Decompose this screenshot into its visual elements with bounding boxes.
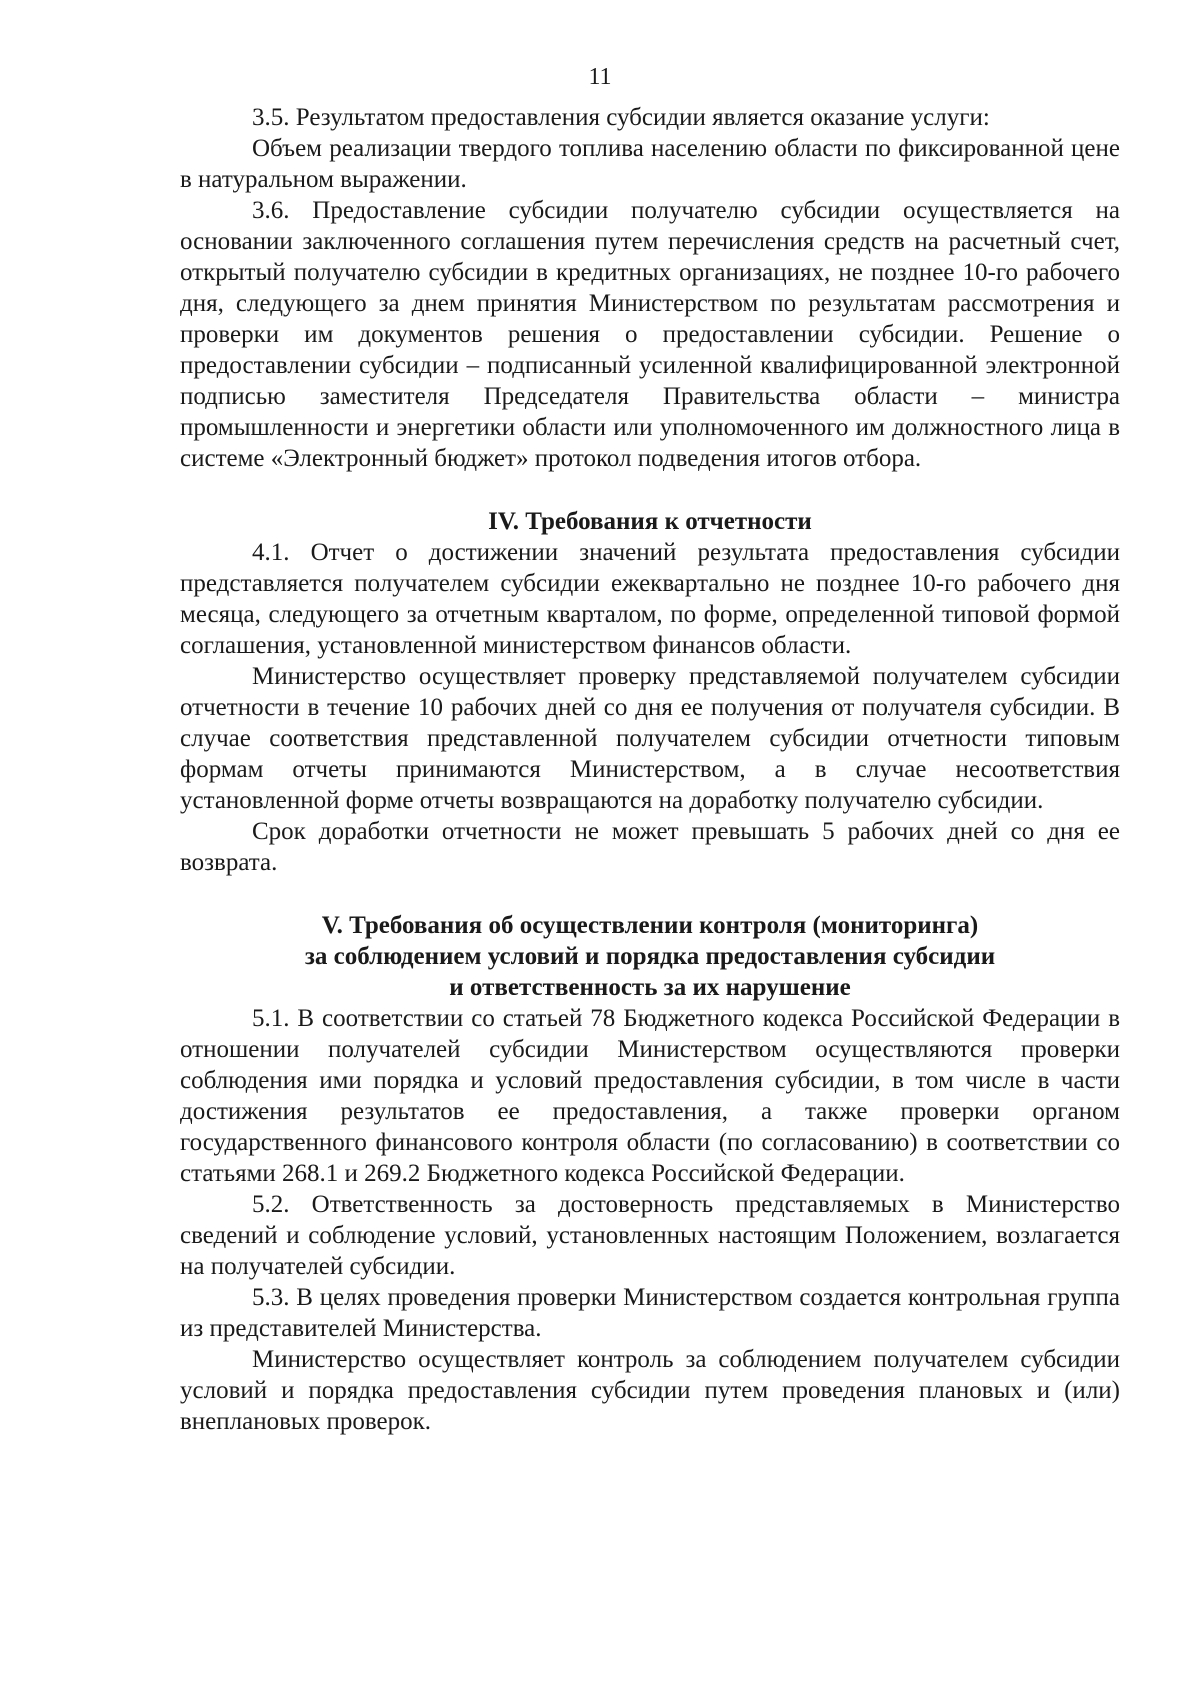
paragraph-3-5: 3.5. Результатом предоставления субсидии является оказание услуги: — [252, 104, 990, 131]
paragraph-5-1: 5.1. В соответствии со статьей 78 Бюджетного кодекса Российской Федерации в отношении получателей субсидии Министерством осуществляются проверки соблюдения ими порядка и условий предоставления субсидии, в том числе в части достижения результатов ее предоставления, а также проверки органом государственного финансового контроля области (по согласованию) в соответствии со статьями 268.1 и 269.2 Бюджетного кодекса Российской Федерации. — [180, 1005, 1120, 1187]
paragraph-3-5-detail: Объем реализации твердого топлива населению области по фиксированной цене в натуральном выражении. — [180, 135, 1120, 193]
section-5-heading-line-2: за соблюдением условий и порядка предоставления субсидии — [304, 943, 996, 970]
paragraph-5-control: Министерство осуществляет контроль за соблюдением получателем субсидии условий и порядка предоставления субсидии путем проведения плановых и (или) внеплановых проверок. — [180, 1346, 1120, 1435]
document-body — [180, 102, 1120, 1437]
paragraph-4-1: 4.1. Отчет о достижении значений результата предоставления субсидии представляется получателем субсидии ежеквартально не позднее 10-го рабочего дня месяца, следующего за отчетным кварталом, по форме, определенной типовой формой соглашения, установленной министерством финансов области. — [180, 539, 1120, 659]
section-4-heading: IV. Требования к отчетности — [488, 508, 812, 535]
paragraph-5-3: 5.3. В целях проведения проверки Министерством создается контрольная группа из представителей Министерства. — [180, 1284, 1120, 1342]
paragraph-4-revision-term: Срок доработки отчетности не может превышать 5 рабочих дней со дня ее возврата. — [180, 818, 1120, 876]
paragraph-5-2: 5.2. Ответственность за достоверность представляемых в Министерство сведений и соблюдение условий, установленных настоящим Положением, возлагается на получателей субсидии. — [180, 1191, 1120, 1280]
paragraph-4-verification: Министерство осуществляет проверку представляемой получателем субсидии отчетности в течение 10 рабочих дней со дня ее получения от получателя субсидии. В случае соответствия представленной получателем субсидии отчетности типовым формам отчеты принимаются Министерством, а в случае несоответствия установленной форме отчеты возвращаются на доработку получателю субсидии. — [180, 663, 1120, 814]
page-number: 11 — [588, 64, 612, 90]
section-5-heading-line-3: и ответственность за их нарушение — [449, 974, 851, 1001]
section-5-heading-line-1: V. Требования об осуществлении контроля (мониторинга) — [321, 912, 979, 939]
paragraph-3-6: 3.6. Предоставление субсидии получателю субсидии осуществляется на основании заключенного соглашения путем перечисления средств на расчетный счет, открытый получателю субсидии в кредитных организациях, не позднее 10-го рабочего дня, следующего за днем принятия Министерством по результатам рассмотрения и проверки им документов решения о предоставлении субсидии. Решение о предоставлении субсидии – подписанный усиленной квалифицированной электронной подписью заместителя Председателя Правительства области – министра промышленности и энергетики области или уполномоченного им должностного лица в системе «Электронный бюджет» протокол подведения итогов отбора. — [180, 197, 1120, 472]
section-5-heading — [180, 910, 1120, 1003]
